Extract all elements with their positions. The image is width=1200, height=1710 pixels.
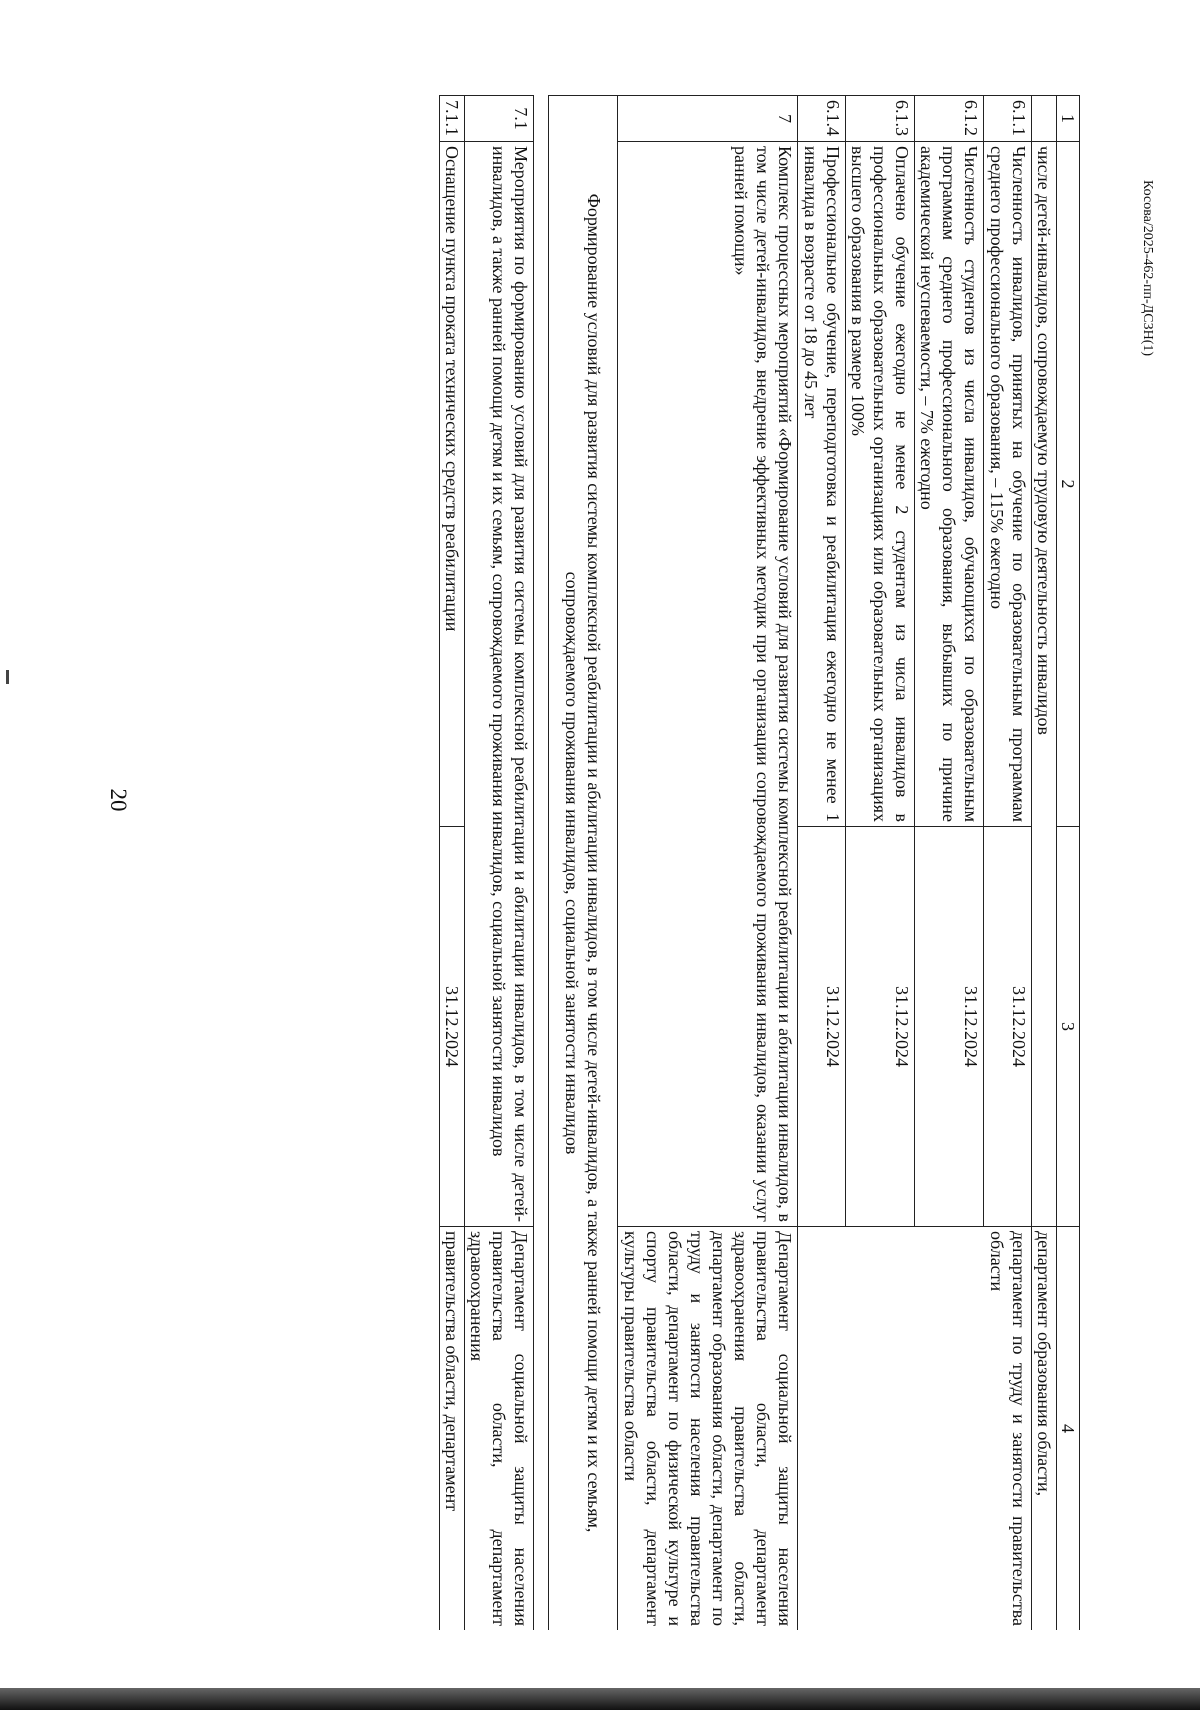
row-7-1-1-date: 31.12.2024 <box>439 827 464 1227</box>
section-gap <box>534 96 549 1631</box>
column-header-4: 4 <box>1056 1227 1079 1631</box>
row-date: 31.12.2024 <box>845 827 914 1227</box>
row-description: Численность студентов из числа инвалидов, обучающихся по образовательным программам среднего профессионального образования, выбывших по причине академической неуспеваемости, – 7% ежегодно <box>915 142 984 827</box>
complex-description: Комплекс процессных мероприятий «Формирование условий для развития системы комплексной реабилитации и абилитации инвалидов, в том числе детей-инвалидов, внедрение эффективных методик при организации сопровождаемого проживания инвалидов, оказании услуг ранней помощи» <box>618 142 798 1227</box>
row-7-1-number: 7.1 <box>464 96 533 142</box>
table-viewport <box>155 95 1080 1630</box>
row-7-1-description: Мероприятия по формированию условий для развития системы комплексной реабилитации и абилитации инвалидов, в том числе детей-инвалидов, а также ранней помощи детям и их семьям, сопровождаемого проживания инвалидов, социальной занятости инвалидов <box>464 142 533 1227</box>
row-number: 6.1.3 <box>845 96 914 142</box>
row-7-1-responsible: Департамент социальной защиты населения правительства области, департамент здравоохранения <box>464 1227 533 1631</box>
section-title: Формирование условий для развития системы комплексной реабилитации и абилитации инвалидов, в том числе детей-инвалидов, а также ранней помощи детям и их семьям, сопровождаемого проживания инвалидов, социальной занятости инвалидов <box>549 96 618 1631</box>
column-header-2: 2 <box>1056 142 1079 827</box>
row-description: Профессиональное обучение, переподготовка и реабилитация ежегодно не менее 1 инвалида в возрасте от 18 до 45 лет <box>798 142 845 827</box>
continuation-text: числе детей-инвалидов, сопровождаемую трудовую деятельность инвалидов <box>1031 142 1056 1227</box>
row-description: Оплачено обучение ежегодно не менее 2 студентам из числа инвалидов в профессиональных образовательных организациях или образовательных организациях высшего образования в размере 100% <box>845 142 914 827</box>
page-number: 20 <box>106 788 131 812</box>
row-date: 31.12.2024 <box>915 827 984 1227</box>
row-7-1-1-description: Оснащение пункта проката технических средств реабилитации <box>439 142 464 827</box>
left-edge-mark <box>6 670 9 684</box>
complex-row <box>618 96 798 1631</box>
document-code-text: Косова/2025-462-пп-ДСЗН(1) <box>1140 180 1155 357</box>
section-title-row <box>549 96 618 1631</box>
table-row <box>984 96 1031 1631</box>
row-7-1-1-responsible: правительства области, департамент <box>439 1227 464 1631</box>
continuation-responsible: департамент образования области, <box>1031 1227 1056 1631</box>
scan-bottom-edge <box>0 1688 1200 1710</box>
row-number: 6.1.2 <box>915 96 984 142</box>
row-7-1-1-number: 7.1.1 <box>439 96 464 142</box>
column-header-1: 1 <box>1056 96 1079 142</box>
row-date: 31.12.2024 <box>984 827 1031 1227</box>
row-7-1-1 <box>439 96 464 1631</box>
row-date: 31.12.2024 <box>798 827 845 1227</box>
row-number: 6.1.4 <box>798 96 845 142</box>
continuation-row <box>1031 96 1056 1631</box>
row-7-1 <box>464 96 533 1631</box>
column-header-3: 3 <box>1056 827 1079 1227</box>
row-number: 6.1.1 <box>984 96 1031 142</box>
row-responsible: департамент по труду и занятости правительства области <box>798 1227 1031 1631</box>
complex-responsible: Департамент социальной защиты населения правительства области, департамент здравоохранения правительства области, департамент образования области, департамент по труду и занятости населения правительства области, департамент по физической культуре и спорту правительства области, департамент культуры правительства области <box>618 1227 798 1631</box>
continuation-num-cell <box>1031 96 1056 142</box>
measures-table <box>439 95 1080 1630</box>
complex-number: 7 <box>618 96 798 142</box>
rotated-table-frame <box>155 95 1080 1630</box>
section-gap-row <box>534 96 549 1631</box>
column-header-row <box>1056 96 1079 1631</box>
row-description: Численность инвалидов, принятых на обучение по образовательным программам среднего профессионального образования, – 115% ежегодно <box>984 142 1031 827</box>
